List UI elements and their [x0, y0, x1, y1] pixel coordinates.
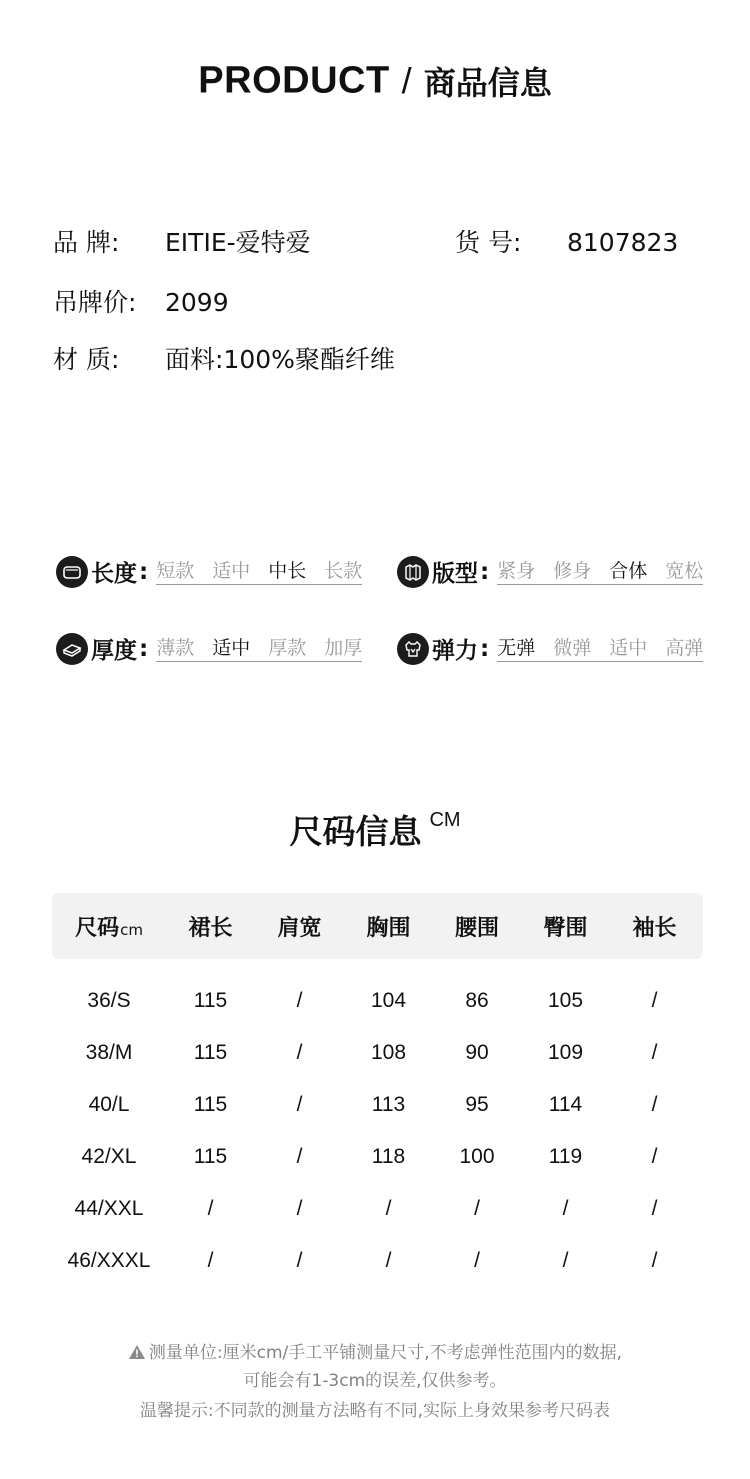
column-header: 臀围	[543, 915, 588, 941]
material-label: 材 质:	[53, 345, 120, 374]
measure-cell: 104	[370, 989, 407, 1012]
fit-icon	[397, 556, 429, 588]
price-row	[53, 288, 229, 318]
brand-value: EITIE-爱特爱	[165, 228, 311, 257]
attribute-length: 长度 : 短款 适中 中长 长款	[56, 555, 362, 588]
measure-cell: 90	[465, 1041, 489, 1064]
material-value: 面料:100%聚酯纤维	[165, 345, 395, 374]
material-row	[53, 345, 395, 375]
option: 紧身	[497, 559, 536, 582]
measure-cell: /	[562, 1197, 569, 1220]
warning-icon	[128, 1344, 146, 1360]
table-row	[52, 1183, 703, 1235]
page-title	[0, 58, 750, 104]
size-cell: 44/XXL	[74, 1197, 144, 1220]
measure-cell: 109	[547, 1041, 584, 1064]
attribute-fit: 版型 : 紧身 修身 合体 宽松	[397, 555, 703, 588]
brand-row	[53, 228, 311, 258]
size-section-title	[0, 806, 750, 853]
thickness-icon	[56, 633, 88, 665]
size-cell: 46/XXXL	[67, 1249, 151, 1272]
attribute-label: 厚度	[91, 638, 137, 664]
option-selected: 无弹	[497, 636, 536, 659]
option: 微弹	[553, 636, 592, 659]
measure-cell: /	[651, 1197, 658, 1220]
column-header-size: 尺码cm	[75, 915, 143, 941]
measure-cell: /	[651, 1093, 658, 1116]
code-label: 货 号:	[455, 228, 522, 257]
option-selected: 中长	[268, 559, 307, 582]
measure-cell: /	[296, 1041, 303, 1064]
measure-cell: 115	[193, 989, 228, 1012]
attribute-label: 版型	[432, 561, 478, 587]
measure-cell: 119	[548, 1145, 583, 1168]
option-selected: 适中	[212, 636, 251, 659]
measure-cell: /	[651, 989, 658, 1012]
option: 宽松	[665, 559, 704, 582]
measure-cell: /	[651, 1145, 658, 1168]
measure-cell: 115	[193, 1145, 228, 1168]
option: 适中	[212, 559, 251, 582]
measure-cell: /	[385, 1249, 392, 1272]
option: 短款	[156, 559, 195, 582]
price-label: 吊牌价:	[53, 288, 137, 317]
size-cell: 40/L	[88, 1093, 130, 1116]
measure-cell: 118	[371, 1145, 406, 1168]
column-header: 袖长	[632, 915, 677, 941]
measure-cell: 105	[547, 989, 584, 1012]
table-row	[52, 1235, 703, 1287]
measure-cell: 100	[459, 1145, 495, 1168]
column-header: 胸围	[366, 915, 411, 941]
attribute-label: 弹力	[432, 638, 478, 664]
option-selected: 合体	[609, 559, 648, 582]
measure-cell: /	[474, 1197, 480, 1220]
option: 长款	[324, 559, 363, 582]
price-value: 2099	[165, 288, 229, 317]
measurement-note-2: 可能会有1-3cm的误差,仅供参考。	[243, 1371, 507, 1391]
measure-cell: 108	[370, 1041, 407, 1064]
table-row	[52, 975, 703, 1027]
measure-cell: /	[474, 1249, 480, 1272]
column-header: 裙长	[188, 915, 233, 941]
measure-cell: 114	[548, 1093, 583, 1116]
column-header: 腰围	[454, 915, 499, 941]
measure-cell: /	[296, 1145, 303, 1168]
size-cell: 38/M	[85, 1041, 133, 1064]
code-row	[455, 228, 678, 258]
attribute-options	[156, 636, 362, 662]
attribute-thickness: 厚度 : 薄款 适中 厚款 加厚	[56, 632, 362, 665]
fit-tip: 温馨提示:不同款的测量方法略有不同,实际上身效果参考尺码表	[139, 1401, 611, 1421]
measure-cell: /	[385, 1197, 392, 1220]
measure-cell: 86	[465, 989, 489, 1012]
option: 加厚	[324, 636, 363, 659]
elasticity-icon	[397, 633, 429, 665]
option: 修身	[553, 559, 592, 582]
measure-cell: 115	[193, 1093, 228, 1116]
title-en: PRODUCT	[198, 59, 390, 102]
measure-cell: /	[296, 1249, 303, 1272]
table-row	[52, 1079, 703, 1131]
brand-label: 品 牌:	[53, 228, 120, 257]
title-cn: 商品信息	[423, 64, 552, 102]
table-header	[52, 893, 703, 959]
attribute-label: 长度	[91, 561, 137, 587]
attribute-options	[497, 636, 703, 662]
size-title-text: 尺码信息	[289, 812, 422, 851]
table-body	[52, 975, 703, 1287]
table-row	[52, 1027, 703, 1079]
measure-cell: /	[651, 1249, 658, 1272]
measure-cell: 115	[193, 1041, 228, 1064]
size-cell: 36/S	[87, 989, 131, 1012]
title-separator: /	[401, 60, 412, 101]
attribute-options	[156, 559, 362, 585]
measure-cell: 113	[371, 1093, 406, 1116]
measure-cell: 95	[465, 1093, 489, 1116]
measure-cell: /	[296, 1093, 303, 1116]
attribute-options	[497, 559, 703, 585]
measure-cell: /	[562, 1249, 569, 1272]
option: 适中	[609, 636, 648, 659]
measure-cell: /	[296, 989, 303, 1012]
attribute-elasticity: 弹力 : 无弹 微弹 适中 高弹	[397, 632, 703, 665]
option: 薄款	[156, 636, 195, 659]
measure-cell: /	[651, 1041, 658, 1064]
length-icon	[56, 556, 88, 588]
measure-cell: /	[296, 1197, 303, 1220]
size-title-unit: CM	[429, 809, 461, 831]
note-line-1: 测量单位:厘米cm/手工平铺测量尺寸,不考虑弹性范围内的数据,	[148, 1343, 623, 1363]
size-table	[52, 893, 703, 1287]
option: 厚款	[268, 636, 307, 659]
code-value: 8107823	[567, 228, 679, 257]
column-header: 肩宽	[277, 915, 322, 941]
option: 高弹	[665, 636, 704, 659]
table-row	[52, 1131, 703, 1183]
measurement-note	[0, 1338, 750, 1363]
measure-cell: /	[207, 1249, 214, 1272]
size-cell: 42/XL	[81, 1145, 137, 1168]
measure-cell: /	[207, 1197, 214, 1220]
